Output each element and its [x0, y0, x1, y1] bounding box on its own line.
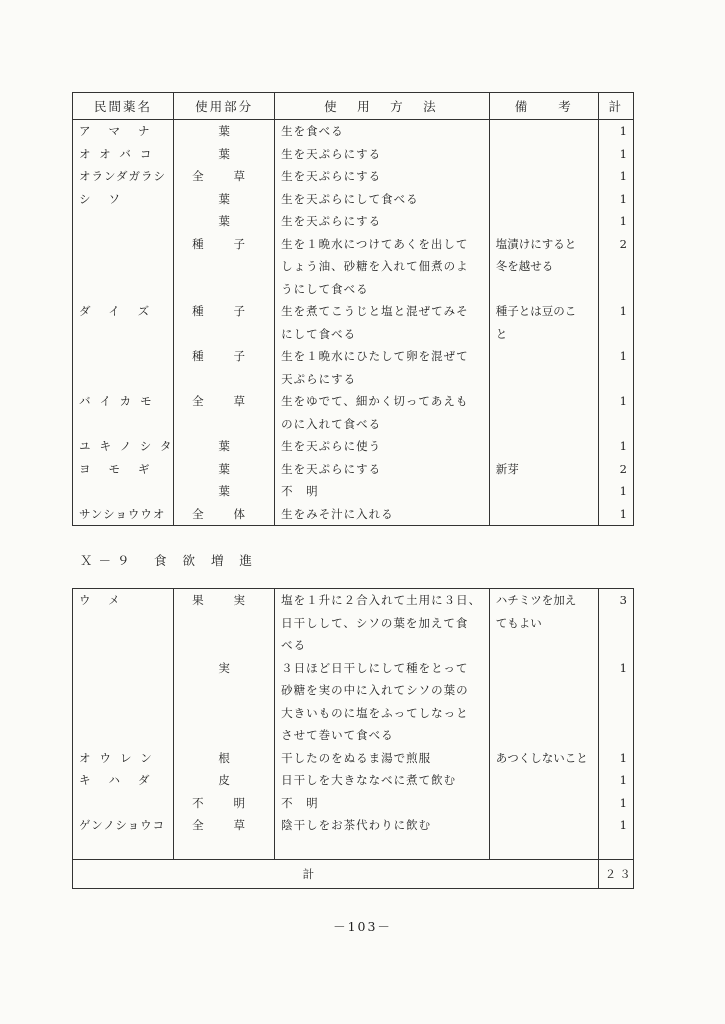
table-row — [73, 165, 634, 188]
total-label: 計 — [73, 860, 599, 889]
table-row — [73, 278, 634, 301]
usage-method-cell — [275, 634, 490, 657]
usage-method-cell — [275, 503, 490, 526]
count-cell — [598, 589, 633, 612]
remarks-cell — [489, 435, 598, 458]
usage-method-cell — [275, 657, 490, 680]
table-row — [73, 390, 634, 413]
medicine-name-cell — [73, 413, 174, 436]
usage-method-line: 生を煮てこうじと塩と混ぜてみそ — [281, 304, 469, 318]
usage-method-cell — [275, 480, 490, 503]
count: 1 — [619, 795, 627, 810]
table-row — [73, 345, 634, 368]
count: 1 — [619, 439, 627, 453]
count: 2 — [619, 461, 627, 476]
used-part-cell — [174, 278, 275, 301]
table-header-row — [73, 93, 634, 120]
count-cell — [598, 345, 633, 368]
remarks-cell — [489, 747, 598, 770]
count-cell — [598, 210, 633, 233]
medicine-name-cell — [73, 435, 181, 458]
used-part-cell — [174, 210, 275, 233]
count-cell — [598, 679, 633, 702]
usage-method-cell — [275, 413, 490, 436]
empty-cell — [489, 837, 598, 860]
header-used-part: 使用部分 — [174, 93, 275, 120]
medicine-name: オオバコ — [79, 146, 161, 161]
count-cell — [598, 458, 633, 481]
remarks-cell — [489, 814, 598, 837]
used-part-cell — [174, 747, 275, 770]
medicine-name-cell — [73, 679, 174, 702]
remarks-cell — [489, 612, 598, 635]
medicine-name: バイカモ — [79, 394, 161, 408]
usage-method-line: 塩を１升に２合入れて土用に３日、 — [281, 593, 482, 607]
medicine-name-cell — [73, 143, 174, 166]
usage-method-line: のに入れて食べる — [281, 416, 382, 431]
table-row — [73, 503, 634, 526]
table-row — [73, 724, 634, 747]
used-part-cell — [174, 634, 275, 657]
used-part-cell — [174, 480, 275, 503]
usage-method-cell — [275, 612, 490, 635]
table-row — [73, 657, 634, 680]
table-row — [73, 120, 634, 143]
medicine-name-cell — [73, 323, 174, 346]
count-cell — [598, 814, 633, 837]
usage-method-line: 日干しして、シソの葉を加えて食 — [281, 615, 469, 630]
medicine-name-cell — [73, 120, 174, 143]
usage-method-cell — [275, 345, 490, 368]
count: 1 — [619, 660, 627, 675]
remarks-line: 新芽 — [495, 461, 519, 476]
medicine-name-cell — [73, 480, 174, 503]
count-cell — [598, 480, 633, 503]
count-cell — [598, 390, 633, 413]
count-cell — [598, 233, 633, 256]
medicine-name: ゲンノショウコ — [79, 818, 166, 832]
remarks-cell — [489, 143, 598, 166]
used-part-cell — [174, 323, 275, 346]
medicine-name-cell — [73, 255, 174, 278]
used-part-cell — [174, 255, 275, 278]
remarks-cell — [489, 634, 598, 657]
medicine-name-cell — [73, 390, 174, 413]
remarks-cell — [489, 323, 598, 346]
remarks-line: 冬を越せる — [495, 259, 554, 273]
remarks-line: 塩漬けにすると — [495, 236, 577, 251]
medicine-name: オランダガラシ — [79, 169, 167, 183]
usage-method-line: 不 明 — [281, 484, 319, 498]
used-part-cell — [174, 814, 275, 837]
remarks-cell — [489, 679, 598, 702]
table-row — [73, 589, 634, 612]
used-part: 全草 — [192, 169, 276, 183]
remarks-cell — [489, 702, 598, 725]
used-part: 葉 — [218, 124, 230, 138]
remarks-cell — [489, 589, 598, 612]
used-part: 不明 — [192, 795, 276, 810]
count: 1 — [619, 349, 627, 363]
table-row — [73, 702, 634, 725]
empty-cell — [73, 837, 174, 860]
count: 3 — [619, 593, 627, 607]
medicine-name-cell — [73, 634, 174, 657]
count: 1 — [619, 750, 627, 765]
remarks-cell — [489, 233, 598, 256]
medicine-name: ヨモギ — [79, 461, 168, 476]
medicine-name: シソ — [79, 191, 138, 206]
usage-method-line: ３日ほど日干しにして種をとって — [281, 660, 469, 675]
usage-method-cell — [275, 435, 490, 458]
usage-method-cell — [275, 390, 490, 413]
medicine-table-2 — [72, 588, 634, 889]
used-part-cell — [174, 657, 275, 680]
header-remarks: 備 考 — [489, 93, 598, 120]
medicine-name-cell — [73, 188, 174, 211]
medicine-name-cell — [73, 278, 174, 301]
count: 1 — [619, 146, 627, 161]
count-cell — [598, 747, 633, 770]
used-part: 全草 — [192, 394, 276, 408]
used-part-cell — [174, 458, 275, 481]
header-usage-method: 使 用 方 法 — [275, 93, 490, 120]
usage-method-line: 生を１晩水につけてあくを出して — [281, 236, 469, 251]
table-row — [73, 769, 634, 792]
table-row — [73, 300, 634, 323]
remarks-cell — [489, 300, 598, 323]
medicine-name-cell — [73, 724, 174, 747]
usage-method-line: 生を天ぷらにして食べる — [281, 191, 419, 206]
medicine-name-cell — [73, 210, 174, 233]
remarks-cell — [489, 503, 598, 526]
medicine-name-cell — [73, 458, 174, 481]
usage-method-line: 生を食べる — [281, 124, 344, 138]
count: 1 — [619, 214, 627, 228]
medicine-name-cell — [73, 792, 174, 815]
count-cell — [598, 724, 633, 747]
empty-cell — [598, 837, 633, 860]
medicine-name-cell — [73, 589, 174, 612]
used-part-cell — [174, 413, 275, 436]
used-part: 種子 — [192, 304, 276, 318]
used-part-cell — [174, 165, 275, 188]
count: 2 — [619, 236, 627, 251]
usage-method-line: 不 明 — [281, 795, 319, 810]
count: 1 — [619, 169, 627, 183]
remarks-cell — [489, 255, 598, 278]
medicine-name-cell — [73, 612, 174, 635]
remarks-cell — [489, 657, 598, 680]
count: 1 — [619, 773, 627, 787]
used-part: 葉 — [218, 439, 230, 453]
usage-method-cell — [275, 323, 490, 346]
usage-method-cell — [275, 143, 490, 166]
medicine-name-cell — [73, 503, 174, 526]
usage-method-cell — [275, 233, 490, 256]
usage-method-cell — [275, 188, 490, 211]
usage-method-line: 日干しを大きななべに煮て飲む — [281, 773, 457, 787]
remarks-cell — [489, 278, 598, 301]
count-cell — [598, 413, 633, 436]
count-cell — [598, 278, 633, 301]
table-row — [73, 634, 634, 657]
table-row — [73, 458, 634, 481]
table-row — [73, 368, 634, 391]
remarks-line: あつくしないこと — [495, 750, 588, 765]
medicine-name-cell — [73, 345, 174, 368]
used-part: 葉 — [218, 146, 230, 161]
used-part-cell — [174, 300, 275, 323]
remarks-line: ハチミツを加え — [495, 593, 577, 607]
usage-method-cell — [275, 368, 490, 391]
count-cell — [598, 702, 633, 725]
usage-method-cell — [275, 814, 490, 837]
spacer-row — [73, 837, 634, 860]
used-part-cell — [174, 589, 275, 612]
remarks-cell — [489, 368, 598, 391]
count-cell — [598, 634, 633, 657]
medicine-name: オウレン — [79, 750, 161, 765]
count-cell — [598, 657, 633, 680]
usage-method-cell — [275, 589, 490, 612]
usage-method-line: 天ぷらにする — [281, 371, 357, 386]
remarks-cell — [489, 724, 598, 747]
count: 1 — [619, 191, 627, 206]
medicine-name: サンショウウオ — [79, 506, 166, 521]
empty-cell — [174, 837, 275, 860]
count-cell — [598, 792, 633, 815]
usage-method-cell — [275, 300, 490, 323]
usage-method-cell — [275, 278, 490, 301]
used-part-cell — [174, 368, 275, 391]
table-row — [73, 188, 634, 211]
usage-method-cell — [275, 255, 490, 278]
table-body — [73, 120, 634, 526]
total-row — [73, 860, 634, 889]
table-row — [73, 792, 634, 815]
used-part: 葉 — [218, 484, 230, 498]
usage-method-cell — [275, 210, 490, 233]
count: 1 — [619, 304, 627, 318]
section-title: Ｘ－９ 食 欲 増 進 — [80, 553, 258, 568]
usage-method-cell — [275, 458, 490, 481]
used-part-cell — [174, 503, 275, 526]
table-row — [73, 255, 634, 278]
usage-method-cell — [275, 165, 490, 188]
used-part-cell — [174, 120, 275, 143]
usage-method-line: べる — [281, 638, 307, 652]
used-part: 全体 — [192, 506, 276, 521]
table-row — [73, 413, 634, 436]
table-row — [73, 435, 634, 458]
medicine-name-cell — [73, 165, 174, 188]
count-cell — [598, 435, 633, 458]
medicine-name-cell — [73, 657, 174, 680]
remarks-cell — [489, 120, 598, 143]
medicine-name: ダイズ — [79, 304, 168, 318]
used-part-cell — [174, 345, 275, 368]
used-part: 葉 — [218, 214, 230, 228]
used-part: 葉 — [218, 461, 230, 476]
count-cell — [598, 368, 633, 391]
used-part: 実 — [218, 660, 230, 675]
count: 1 — [619, 818, 627, 832]
used-part: 全草 — [192, 818, 276, 832]
used-part: 皮 — [218, 773, 230, 787]
usage-method-cell — [275, 120, 490, 143]
usage-method-line: しょう油、砂糖を入れて佃煮のよ — [281, 259, 469, 273]
usage-method-cell — [275, 724, 490, 747]
remarks-cell — [489, 413, 598, 436]
remarks-line: てもよい — [495, 615, 542, 630]
usage-method-line: 生を天ぷらにする — [281, 461, 382, 476]
remarks-cell — [489, 390, 598, 413]
count-cell — [598, 188, 633, 211]
remarks-line: と — [495, 326, 508, 341]
usage-method-line: うにして食べる — [281, 281, 369, 296]
usage-method-cell — [275, 702, 490, 725]
remarks-cell — [489, 188, 598, 211]
table-row — [73, 210, 634, 233]
used-part-cell — [174, 390, 275, 413]
medicine-name-cell — [73, 769, 174, 792]
remarks-cell — [489, 769, 598, 792]
remarks-cell — [489, 165, 598, 188]
usage-method-cell — [275, 747, 490, 770]
used-part-cell — [174, 188, 275, 211]
medicine-name: ウメ — [79, 593, 138, 607]
medicine-table-1 — [72, 92, 634, 526]
count-cell — [598, 769, 633, 792]
table-row — [73, 143, 634, 166]
table-row — [73, 612, 634, 635]
table-row — [73, 323, 634, 346]
count: 1 — [619, 394, 627, 408]
empty-cell — [275, 837, 490, 860]
usage-method-line: 生を天ぷらに使う — [281, 439, 382, 453]
page-number: －103－ — [333, 919, 392, 934]
usage-method-line: 生を天ぷらにする — [281, 169, 382, 183]
count: 1 — [619, 124, 627, 138]
count-cell — [598, 612, 633, 635]
medicine-name-cell — [73, 814, 174, 837]
count-cell — [598, 323, 633, 346]
remarks-cell — [489, 210, 598, 233]
usage-method-line: 生を１晩水にひたして卵を混ぜて — [281, 349, 469, 363]
medicine-name-cell — [73, 300, 174, 323]
medicine-name-cell — [73, 233, 174, 256]
count-cell — [598, 255, 633, 278]
usage-method-line: 大きいものに塩をふってしなっと — [281, 705, 469, 720]
used-part: 種子 — [192, 236, 276, 251]
used-part-cell — [174, 769, 275, 792]
medicine-name-cell — [73, 368, 174, 391]
medicine-name-cell — [73, 702, 174, 725]
medicine-name: アマナ — [79, 124, 168, 138]
count: 1 — [619, 484, 627, 498]
count-cell — [598, 143, 633, 166]
usage-method-cell — [275, 769, 490, 792]
table-row — [73, 814, 634, 837]
used-part: 葉 — [218, 191, 230, 206]
used-part-cell — [174, 724, 275, 747]
table-row — [73, 480, 634, 503]
usage-method-cell — [275, 679, 490, 702]
usage-method-cell — [275, 792, 490, 815]
total-value: ２３ — [598, 860, 633, 889]
header-count: 計 — [598, 93, 633, 120]
usage-method-line: 生を天ぷらにする — [281, 146, 382, 161]
count-cell — [598, 165, 633, 188]
table-body — [73, 589, 634, 860]
used-part-cell — [174, 435, 275, 458]
usage-method-line: 生をみそ汁に入れる — [281, 506, 394, 521]
remarks-cell — [489, 480, 598, 503]
count-cell — [598, 120, 633, 143]
header-medicine-name: 民間薬名 — [73, 93, 174, 120]
used-part-cell — [174, 143, 275, 166]
medicine-name-cell — [73, 747, 174, 770]
usage-method-line: にして食べる — [281, 326, 357, 341]
usage-method-line: 生を天ぷらにする — [281, 214, 382, 228]
remarks-line: 種子とは豆のこ — [495, 304, 577, 318]
count-cell — [598, 300, 633, 323]
table-row — [73, 747, 634, 770]
count: 1 — [619, 506, 627, 521]
usage-method-line: 陰干しをお茶代わりに飲む — [281, 818, 432, 832]
used-part-cell — [174, 612, 275, 635]
count-cell — [598, 503, 633, 526]
remarks-cell — [489, 345, 598, 368]
table-row — [73, 679, 634, 702]
used-part-cell — [174, 679, 275, 702]
used-part: 根 — [218, 750, 230, 765]
used-part-cell — [174, 702, 275, 725]
usage-method-line: 干したのをぬるま湯で煎服 — [281, 750, 432, 765]
used-part: 果実 — [192, 593, 276, 607]
remarks-cell — [489, 792, 598, 815]
usage-method-line: させて巻いて食べる — [281, 728, 394, 742]
used-part-cell — [174, 792, 275, 815]
medicine-name: キハダ — [79, 773, 168, 787]
remarks-cell — [489, 458, 598, 481]
usage-method-line: 砂糖を実の中に入れてシソの葉の — [281, 683, 469, 697]
table-row — [73, 233, 634, 256]
usage-method-line: 生をゆでて、細かく切ってあえも — [281, 394, 469, 408]
used-part-cell — [174, 233, 275, 256]
medicine-name: ユキノシタ — [79, 439, 181, 453]
used-part: 種子 — [192, 349, 276, 363]
